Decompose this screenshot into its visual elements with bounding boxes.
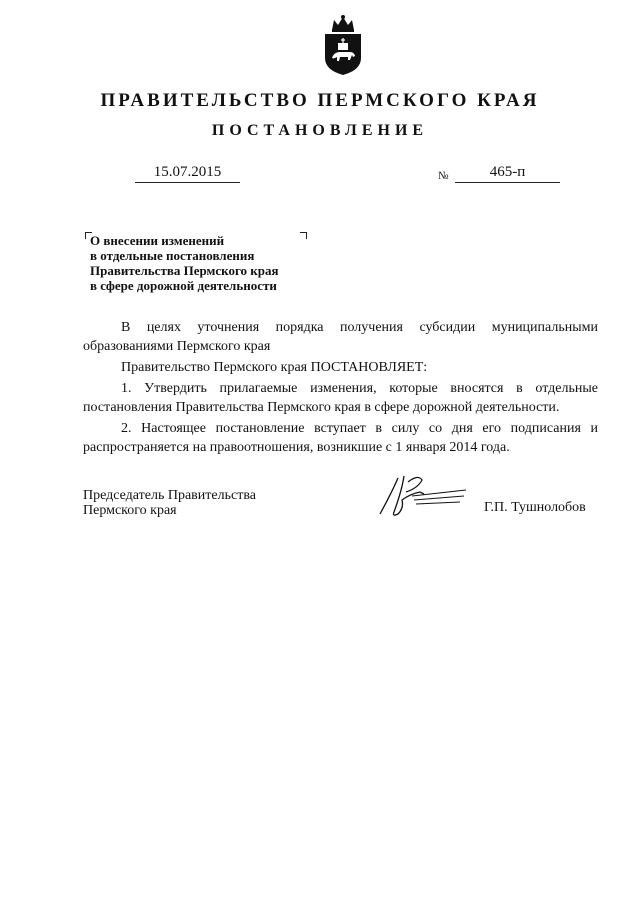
document-number: 465-п bbox=[455, 164, 560, 183]
org-title: ПРАВИТЕЛЬСТВО ПЕРМСКОГО КРАЯ bbox=[100, 90, 540, 111]
signatory-position bbox=[83, 488, 256, 518]
number-label: № bbox=[438, 170, 449, 182]
position-line: Председатель Правительства bbox=[83, 488, 256, 503]
body-paragraph: Правительство Пермского края ПОСТАНОВЛЯЕТ: bbox=[121, 360, 428, 375]
position-line: Пермского края bbox=[83, 503, 177, 518]
body-paragraph: В целях уточнения порядка получения субсидии муниципальными образованиями Пермского края bbox=[83, 320, 598, 354]
body-paragraph: 1. Утвердить прилагаемые изменения, которые вносятся в отдельные постановления Правительства Пермского края в сфере дорожной деятельности. bbox=[83, 381, 598, 415]
coat-of-arms-icon bbox=[320, 14, 366, 76]
signatory-name: Г.П. Тушнолобов bbox=[484, 500, 586, 515]
subject-block bbox=[90, 233, 330, 293]
subject-line: О внесении изменений bbox=[90, 233, 225, 248]
doc-type-title: ПОСТАНОВЛЕНИЕ bbox=[211, 122, 429, 139]
document-body bbox=[83, 318, 598, 457]
subject-line: Правительства Пермского края bbox=[90, 263, 279, 278]
subject-line: в отдельные постановления bbox=[90, 248, 255, 263]
subject-line: в сфере дорожной деятельности bbox=[90, 278, 277, 293]
handwritten-signature bbox=[372, 470, 472, 522]
body-paragraph: 2. Настоящее постановление вступает в силу со дня его подписания и распространяется на правоотношения, возникшие с 1 января 2014 года. bbox=[83, 421, 598, 455]
document-date: 15.07.2015 bbox=[135, 164, 240, 183]
